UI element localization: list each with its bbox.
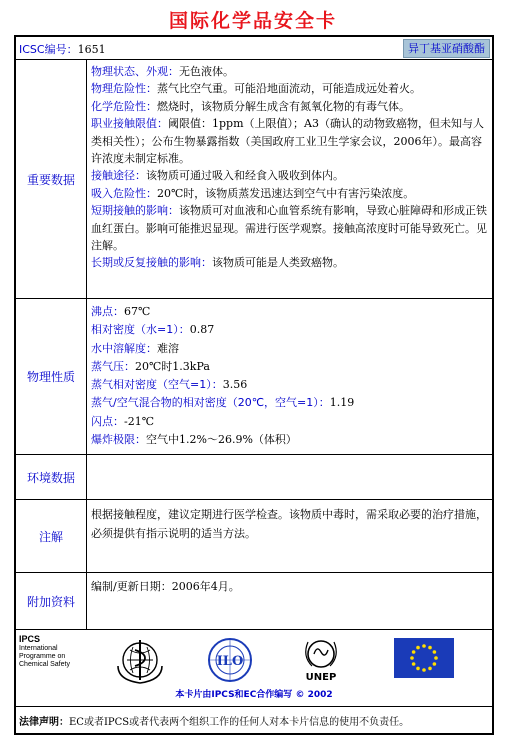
safety-card: [14, 35, 494, 735]
property-value: 20℃时，该物质蒸发迅速达到空气中有害污染浓度。: [157, 186, 415, 200]
property-line: [91, 431, 488, 449]
property-line: [91, 115, 488, 167]
ipcs-sub-1: International: [19, 645, 58, 652]
property-line: [91, 185, 488, 202]
property-line: [91, 202, 488, 254]
property-key: 水中溶解度：: [91, 341, 157, 355]
section-environment: [16, 455, 492, 500]
ipcs-logo: [19, 634, 89, 669]
eu-star-icon: [428, 667, 432, 671]
section-label: 附加资料: [16, 573, 87, 629]
section-content: [87, 455, 492, 499]
ipcs-sub-3: Chemical Safety: [19, 661, 70, 668]
property-value: 该物质可通过吸入和经食入吸收到体内。: [146, 169, 344, 183]
legal-text: EC或者IPCS或者代表两个组织工作的任何人对本卡片信息的使用不负责任。: [69, 717, 410, 728]
eu-star-icon: [416, 667, 420, 671]
property-value: 1.19: [329, 396, 355, 410]
property-key: 化学危险性：: [91, 99, 157, 113]
property-line: [91, 358, 488, 376]
property-key: 蒸气相对密度（空气=1）：: [91, 378, 223, 392]
property-value: 燃烧时，该物质分解生成含有氮氧化物的有毒气体。: [157, 99, 410, 113]
property-line: [91, 80, 488, 97]
eu-star-icon: [433, 650, 437, 654]
property-key: 爆炸极限：: [91, 433, 146, 447]
section-label: 重要数据: [16, 60, 87, 298]
property-line: [91, 394, 488, 412]
property-value: 20℃时1.3kPa: [135, 359, 210, 373]
section-content: 根据接触程度，建议定期进行医学检查。该物质中毒时，需采取必要的治疗措施，必须提供有指示说明的适当方法。: [91, 508, 487, 540]
eu-star-icon: [422, 644, 426, 648]
property-line: [91, 321, 488, 339]
property-key: 短期接触的影响：: [91, 204, 179, 218]
property-value: 3.56: [222, 378, 248, 392]
section-notes: [16, 500, 492, 573]
property-key: 蒸气压：: [91, 359, 135, 373]
property-key: 吸入危险性：: [91, 186, 157, 200]
section-important-data: [16, 60, 492, 299]
eu-star-icon: [428, 646, 432, 650]
section-content: [87, 299, 492, 454]
chemical-name: 异丁基亚硝酸酯: [403, 39, 490, 58]
legal-notice: [16, 707, 492, 733]
unep-emblem-icon: [297, 636, 345, 684]
eu-flag-icon: [394, 638, 454, 678]
icsc-number: 1651: [77, 43, 106, 56]
property-line: [91, 254, 488, 271]
eu-star-icon: [416, 646, 420, 650]
ilo-text: ILO: [216, 654, 244, 669]
property-key: 职业接触限值：: [91, 117, 168, 131]
property-value: 难溶: [157, 341, 179, 355]
section-label: 物理性质: [16, 299, 87, 454]
card-header: [16, 37, 492, 60]
property-value: 蒸气比空气重。可能沿地面流动，可能造成远处着火。: [157, 82, 421, 96]
property-key: 长期或反复接触的影响：: [91, 256, 212, 270]
legal-label: 法律声明：: [19, 717, 69, 728]
section-physical-properties: [16, 299, 492, 455]
eu-star-icon: [412, 662, 416, 666]
section-content: [87, 60, 492, 298]
property-key: 接触途径：: [91, 169, 146, 183]
eu-star-icon: [433, 662, 437, 666]
property-line: [91, 340, 488, 358]
property-line: [91, 413, 488, 431]
property-key: 物理状态、外观：: [91, 65, 179, 78]
section-label: 环境数据: [16, 455, 87, 499]
property-value: 无色液体。: [179, 65, 234, 78]
icsc-label: ICSC编号：: [19, 43, 78, 56]
who-emblem-icon: [114, 636, 166, 684]
property-value: 67℃: [124, 305, 151, 318]
ipcs-title: IPCS: [19, 634, 41, 644]
property-line: [91, 303, 488, 321]
property-key: 物理危险性：: [91, 82, 157, 96]
eu-star-icon: [410, 656, 414, 660]
eu-star-icon: [422, 668, 426, 672]
property-key: 闪点：: [91, 414, 124, 428]
property-value: 阈限值：1ppm（上限值）；A3（确认的动物致癌物，但未知与人类相关性）；公布生物暴露指数（美国政府工业卫生学家会议，2006年）。最高容许浓度未制定标准。: [91, 117, 484, 166]
property-value: -21℃: [124, 414, 155, 428]
ilo-emblem-icon: [206, 636, 254, 684]
property-value: 该物质可对血液和心血管系统有影响，导致心脏障碍和形成正铁血红蛋白。影响可能推迟显现。需进行医学观察。接触高浓度时可能导致死亡。见注解。: [91, 204, 487, 253]
eu-star-icon: [434, 656, 438, 660]
property-value: 空气中1.2%～26.9%（体积）: [146, 433, 297, 447]
property-value: 0.87: [189, 323, 215, 337]
property-value: 该物质可能是人类致癌物。: [212, 256, 344, 270]
property-key: 蒸气/空气混合物的相对密度（20℃，空气=1）：: [91, 396, 330, 410]
property-line: [91, 167, 488, 184]
unep-text: UNEP: [305, 672, 337, 683]
card-title: 国际化学品安全卡: [168, 10, 337, 32]
property-key: 相对密度（水=1）：: [91, 323, 190, 337]
property-line: [91, 98, 488, 115]
section-content: 编制/更新日期：2006年4月。: [91, 580, 240, 593]
footer-logos: [16, 630, 492, 707]
property-key: 沸点：: [91, 305, 124, 318]
ipcs-sub-2: Programme on: [19, 653, 66, 660]
eu-star-icon: [412, 650, 416, 654]
property-line: [91, 376, 488, 394]
property-line: [91, 63, 488, 80]
section-additional: [16, 573, 492, 630]
section-label: 注解: [16, 500, 87, 572]
credit-text: 本卡片由IPCS和EC合作编写 © 2002: [175, 690, 333, 700]
icsc-id: [19, 41, 106, 57]
